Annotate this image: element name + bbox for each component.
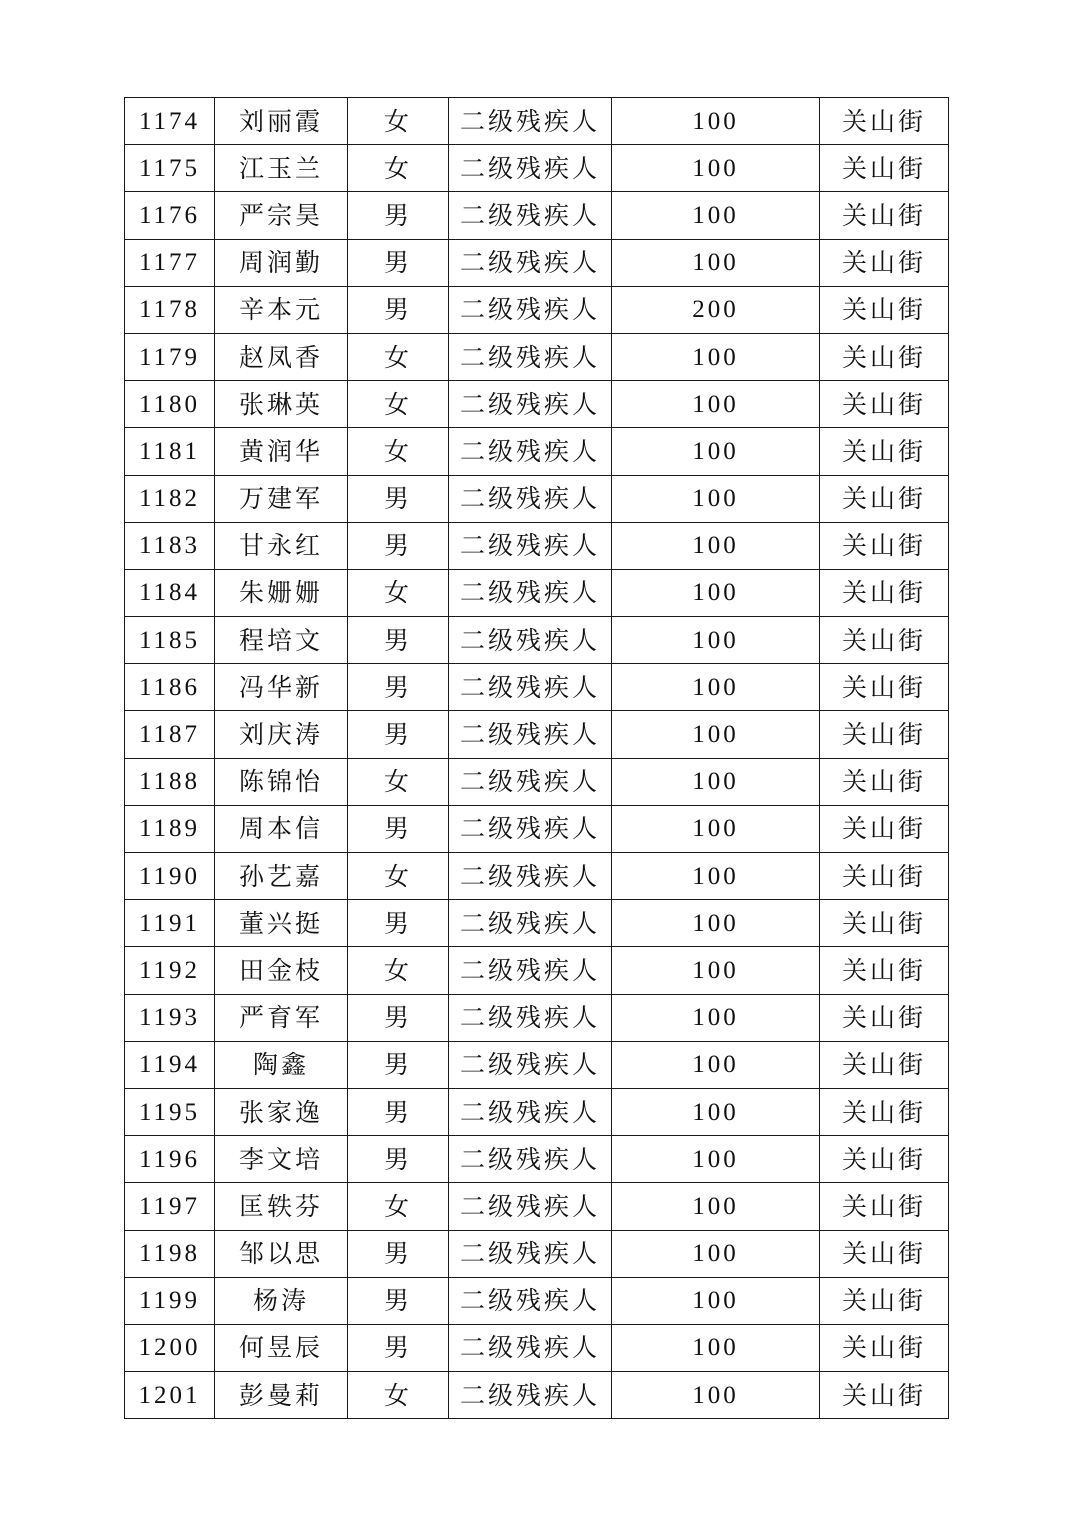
cell-amount: 100 <box>612 1277 820 1324</box>
cell-number: 1190 <box>125 853 215 900</box>
cell-street: 关山街 <box>820 333 949 380</box>
cell-gender: 男 <box>348 900 449 947</box>
cell-name: 陶鑫 <box>215 1041 348 1088</box>
cell-number: 1174 <box>125 98 215 145</box>
table-row <box>125 98 949 145</box>
cell-amount: 100 <box>612 947 820 994</box>
cell-gender: 男 <box>348 522 449 569</box>
cell-street: 关山街 <box>820 947 949 994</box>
cell-category: 二级残疾人 <box>449 900 612 947</box>
cell-amount: 100 <box>612 711 820 758</box>
cell-category: 二级残疾人 <box>449 333 612 380</box>
table-row <box>125 522 949 569</box>
cell-amount: 100 <box>612 98 820 145</box>
cell-number: 1193 <box>125 994 215 1041</box>
cell-name: 董兴挺 <box>215 900 348 947</box>
cell-street: 关山街 <box>820 569 949 616</box>
cell-category: 二级残疾人 <box>449 522 612 569</box>
cell-amount: 100 <box>612 1324 820 1371</box>
table-row <box>125 900 949 947</box>
cell-name: 刘丽霞 <box>215 98 348 145</box>
cell-name: 匡轶芬 <box>215 1183 348 1230</box>
cell-name: 田金枝 <box>215 947 348 994</box>
cell-gender: 女 <box>348 758 449 805</box>
cell-number: 1194 <box>125 1041 215 1088</box>
cell-street: 关山街 <box>820 900 949 947</box>
cell-street: 关山街 <box>820 758 949 805</box>
cell-category: 二级残疾人 <box>449 1277 612 1324</box>
cell-street: 关山街 <box>820 145 949 192</box>
cell-street: 关山街 <box>820 98 949 145</box>
cell-number: 1189 <box>125 805 215 852</box>
table-row <box>125 333 949 380</box>
cell-amount: 100 <box>612 994 820 1041</box>
cell-gender: 女 <box>348 381 449 428</box>
table-row <box>125 428 949 475</box>
cell-gender: 女 <box>348 853 449 900</box>
table-row <box>125 239 949 286</box>
cell-name: 何昱辰 <box>215 1324 348 1371</box>
table-row <box>125 758 949 805</box>
cell-street: 关山街 <box>820 617 949 664</box>
cell-street: 关山街 <box>820 475 949 522</box>
cell-street: 关山街 <box>820 192 949 239</box>
cell-number: 1197 <box>125 1183 215 1230</box>
cell-amount: 100 <box>612 900 820 947</box>
cell-street: 关山街 <box>820 428 949 475</box>
cell-number: 1198 <box>125 1230 215 1277</box>
cell-category: 二级残疾人 <box>449 1088 612 1135</box>
cell-number: 1178 <box>125 286 215 333</box>
cell-number: 1199 <box>125 1277 215 1324</box>
cell-name: 江玉兰 <box>215 145 348 192</box>
cell-category: 二级残疾人 <box>449 1372 612 1419</box>
cell-amount: 100 <box>612 381 820 428</box>
cell-number: 1196 <box>125 1136 215 1183</box>
cell-gender: 男 <box>348 805 449 852</box>
cell-name: 李文培 <box>215 1136 348 1183</box>
table-row <box>125 617 949 664</box>
cell-street: 关山街 <box>820 1183 949 1230</box>
cell-amount: 100 <box>612 192 820 239</box>
cell-amount: 100 <box>612 1372 820 1419</box>
cell-number: 1187 <box>125 711 215 758</box>
cell-number: 1182 <box>125 475 215 522</box>
cell-amount: 100 <box>612 569 820 616</box>
cell-street: 关山街 <box>820 853 949 900</box>
cell-number: 1179 <box>125 333 215 380</box>
subsidy-table <box>124 97 949 1419</box>
table-row <box>125 711 949 758</box>
cell-category: 二级残疾人 <box>449 475 612 522</box>
cell-number: 1177 <box>125 239 215 286</box>
cell-gender: 男 <box>348 664 449 711</box>
cell-category: 二级残疾人 <box>449 1324 612 1371</box>
table-row <box>125 286 949 333</box>
cell-category: 二级残疾人 <box>449 569 612 616</box>
cell-gender: 男 <box>348 1088 449 1135</box>
cell-street: 关山街 <box>820 1041 949 1088</box>
table-row <box>125 805 949 852</box>
cell-name: 杨涛 <box>215 1277 348 1324</box>
cell-number: 1175 <box>125 145 215 192</box>
table-row <box>125 664 949 711</box>
cell-category: 二级残疾人 <box>449 758 612 805</box>
cell-gender: 女 <box>348 98 449 145</box>
cell-amount: 100 <box>612 1136 820 1183</box>
cell-number: 1201 <box>125 1372 215 1419</box>
cell-name: 严宗昊 <box>215 192 348 239</box>
cell-name: 程培文 <box>215 617 348 664</box>
cell-amount: 100 <box>612 145 820 192</box>
cell-street: 关山街 <box>820 805 949 852</box>
cell-name: 邹以思 <box>215 1230 348 1277</box>
cell-category: 二级残疾人 <box>449 239 612 286</box>
cell-street: 关山街 <box>820 381 949 428</box>
cell-street: 关山街 <box>820 664 949 711</box>
table-row <box>125 1372 949 1419</box>
cell-number: 1188 <box>125 758 215 805</box>
cell-street: 关山街 <box>820 1088 949 1135</box>
cell-number: 1184 <box>125 569 215 616</box>
table-row <box>125 1183 949 1230</box>
cell-gender: 女 <box>348 145 449 192</box>
cell-amount: 100 <box>612 475 820 522</box>
cell-number: 1186 <box>125 664 215 711</box>
cell-name: 黄润华 <box>215 428 348 475</box>
cell-category: 二级残疾人 <box>449 947 612 994</box>
cell-gender: 男 <box>348 239 449 286</box>
table-row <box>125 1277 949 1324</box>
cell-number: 1180 <box>125 381 215 428</box>
table-row <box>125 994 949 1041</box>
table-body <box>125 98 949 1419</box>
cell-gender: 男 <box>348 617 449 664</box>
table-row <box>125 1088 949 1135</box>
cell-name: 彭曼莉 <box>215 1372 348 1419</box>
cell-gender: 男 <box>348 994 449 1041</box>
cell-name: 严育军 <box>215 994 348 1041</box>
cell-name: 周本信 <box>215 805 348 852</box>
cell-street: 关山街 <box>820 239 949 286</box>
cell-amount: 100 <box>612 1041 820 1088</box>
cell-gender: 男 <box>348 475 449 522</box>
cell-street: 关山街 <box>820 1230 949 1277</box>
cell-amount: 100 <box>612 1183 820 1230</box>
table-row <box>125 569 949 616</box>
table-row <box>125 381 949 428</box>
cell-number: 1185 <box>125 617 215 664</box>
cell-gender: 女 <box>348 569 449 616</box>
cell-name: 赵凤香 <box>215 333 348 380</box>
cell-street: 关山街 <box>820 1136 949 1183</box>
cell-category: 二级残疾人 <box>449 286 612 333</box>
cell-name: 张家逸 <box>215 1088 348 1135</box>
cell-amount: 200 <box>612 286 820 333</box>
cell-category: 二级残疾人 <box>449 98 612 145</box>
cell-street: 关山街 <box>820 1277 949 1324</box>
cell-amount: 100 <box>612 239 820 286</box>
cell-category: 二级残疾人 <box>449 145 612 192</box>
cell-category: 二级残疾人 <box>449 711 612 758</box>
cell-street: 关山街 <box>820 1324 949 1371</box>
cell-street: 关山街 <box>820 1372 949 1419</box>
cell-gender: 男 <box>348 1041 449 1088</box>
cell-category: 二级残疾人 <box>449 1230 612 1277</box>
table-row <box>125 192 949 239</box>
cell-name: 冯华新 <box>215 664 348 711</box>
cell-gender: 男 <box>348 1136 449 1183</box>
cell-name: 张琳英 <box>215 381 348 428</box>
table-row <box>125 853 949 900</box>
cell-category: 二级残疾人 <box>449 1136 612 1183</box>
cell-category: 二级残疾人 <box>449 664 612 711</box>
cell-category: 二级残疾人 <box>449 192 612 239</box>
cell-name: 朱姗姗 <box>215 569 348 616</box>
cell-amount: 100 <box>612 333 820 380</box>
cell-number: 1181 <box>125 428 215 475</box>
cell-name: 万建军 <box>215 475 348 522</box>
cell-name: 孙艺嘉 <box>215 853 348 900</box>
cell-category: 二级残疾人 <box>449 853 612 900</box>
table-row <box>125 475 949 522</box>
cell-street: 关山街 <box>820 994 949 1041</box>
cell-gender: 男 <box>348 286 449 333</box>
cell-category: 二级残疾人 <box>449 428 612 475</box>
cell-amount: 100 <box>612 522 820 569</box>
table-row <box>125 947 949 994</box>
cell-gender: 男 <box>348 1277 449 1324</box>
cell-gender: 女 <box>348 333 449 380</box>
table-row <box>125 1230 949 1277</box>
cell-name: 辛本元 <box>215 286 348 333</box>
cell-number: 1176 <box>125 192 215 239</box>
table-row <box>125 1324 949 1371</box>
table-row <box>125 1136 949 1183</box>
cell-name: 陈锦怡 <box>215 758 348 805</box>
cell-amount: 100 <box>612 664 820 711</box>
cell-street: 关山街 <box>820 711 949 758</box>
cell-gender: 女 <box>348 1183 449 1230</box>
cell-amount: 100 <box>612 1230 820 1277</box>
cell-street: 关山街 <box>820 522 949 569</box>
cell-number: 1191 <box>125 900 215 947</box>
cell-category: 二级残疾人 <box>449 805 612 852</box>
cell-name: 刘庆涛 <box>215 711 348 758</box>
cell-gender: 女 <box>348 428 449 475</box>
document-page <box>124 97 948 1419</box>
cell-amount: 100 <box>612 617 820 664</box>
cell-category: 二级残疾人 <box>449 1041 612 1088</box>
cell-name: 周润勤 <box>215 239 348 286</box>
cell-category: 二级残疾人 <box>449 1183 612 1230</box>
cell-gender: 女 <box>348 947 449 994</box>
cell-street: 关山街 <box>820 286 949 333</box>
cell-amount: 100 <box>612 853 820 900</box>
cell-category: 二级残疾人 <box>449 617 612 664</box>
cell-number: 1200 <box>125 1324 215 1371</box>
table-row <box>125 145 949 192</box>
cell-category: 二级残疾人 <box>449 381 612 428</box>
cell-gender: 男 <box>348 711 449 758</box>
cell-number: 1192 <box>125 947 215 994</box>
cell-name: 甘永红 <box>215 522 348 569</box>
cell-gender: 男 <box>348 1230 449 1277</box>
cell-gender: 男 <box>348 192 449 239</box>
cell-gender: 女 <box>348 1372 449 1419</box>
cell-amount: 100 <box>612 428 820 475</box>
cell-category: 二级残疾人 <box>449 994 612 1041</box>
cell-amount: 100 <box>612 758 820 805</box>
cell-amount: 100 <box>612 1088 820 1135</box>
cell-number: 1195 <box>125 1088 215 1135</box>
cell-number: 1183 <box>125 522 215 569</box>
cell-gender: 男 <box>348 1324 449 1371</box>
table-row <box>125 1041 949 1088</box>
cell-amount: 100 <box>612 805 820 852</box>
